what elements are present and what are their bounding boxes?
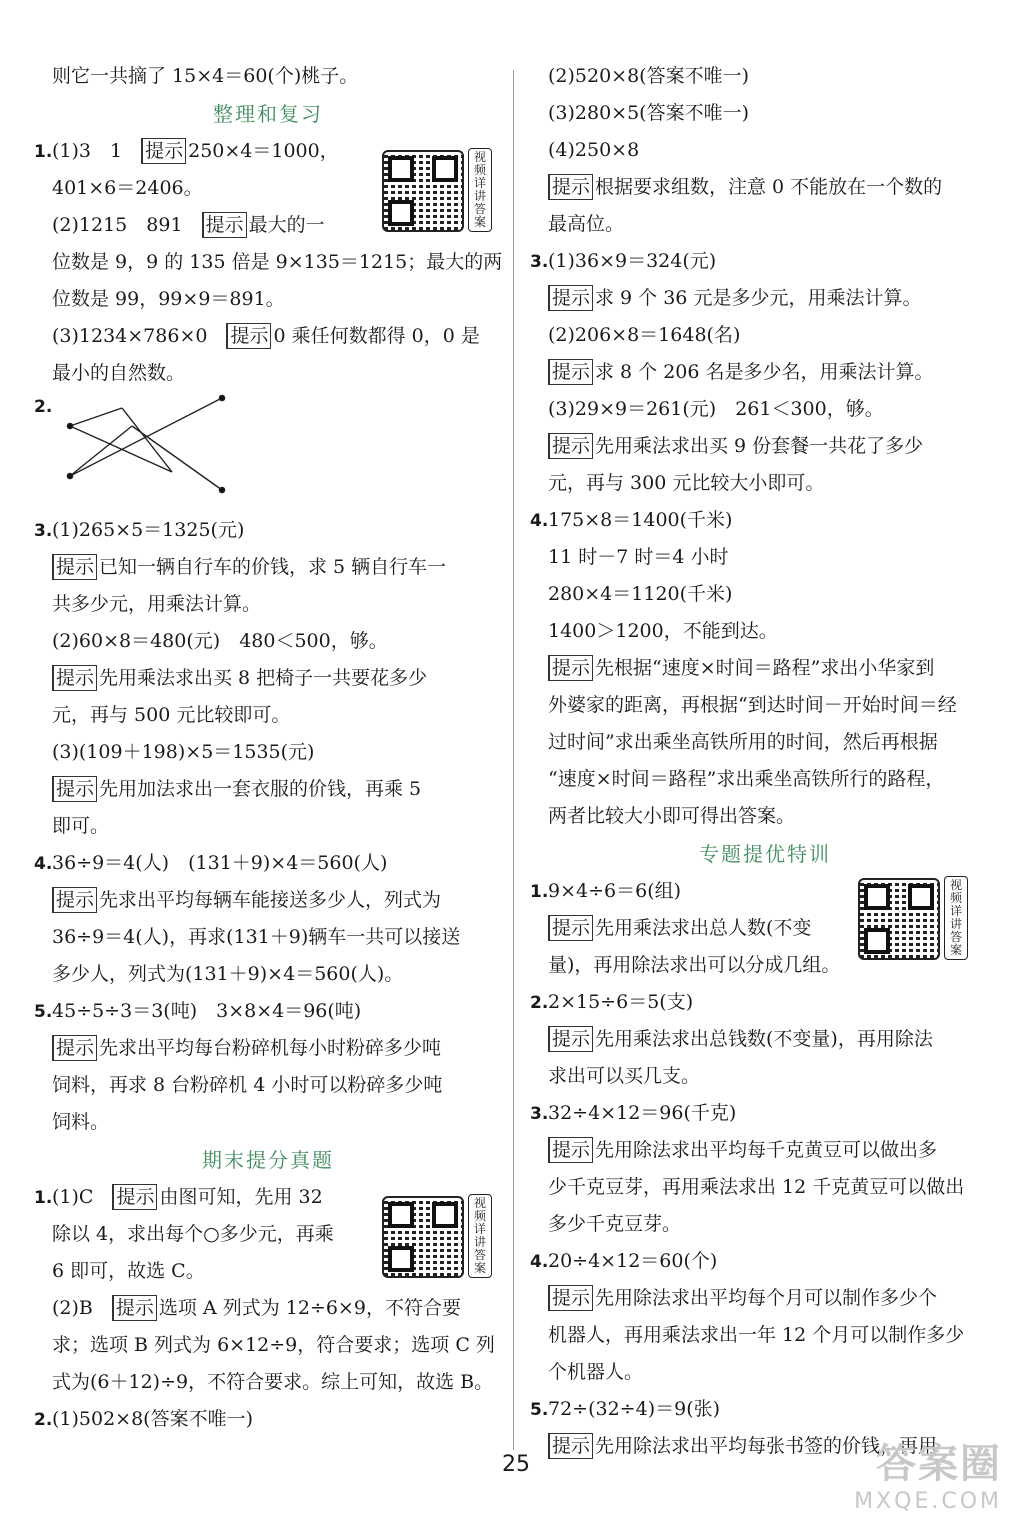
text-line: 401×6＝2406。 <box>52 177 203 199</box>
text-line: 量)，再用除法求出可以分成几组。 <box>548 954 841 976</box>
item-number: 1. <box>34 1188 53 1208</box>
text-line: 多少人，列式为(131＋9)×4＝560(人)。 <box>52 963 404 985</box>
tip-tag: 提示 <box>112 1295 157 1321</box>
qr-code-icon[interactable] <box>382 150 464 232</box>
right-column <box>530 58 1000 1465</box>
tip-tag: 提示 <box>548 655 593 681</box>
training-answer-3-line: 3.32÷4×12＝96(千克) <box>530 1095 1000 1132</box>
section-heading-review: 整理和复习 <box>213 102 323 126</box>
tip-tag: 提示 <box>112 1184 157 1210</box>
answer-4-line: 4.36÷9＝4(人) (131＋9)×4＝560(人) <box>34 845 502 882</box>
item-number: 4. <box>530 1252 549 1272</box>
text-line: 提示 先用除法求出平均每个月可以制作多少个 <box>530 1280 1000 1317</box>
tip-tag: 提示 <box>52 665 97 691</box>
text-line: (4)250×8 <box>548 139 640 161</box>
training-answer-5-line: 5.72÷(32÷4)＝9(张) <box>530 1391 1000 1428</box>
text-line: 式为(6＋12)÷9，不符合要求。综上可知，故选 B。 <box>52 1371 494 1393</box>
text-line: (2)520×8(答案不唯一) <box>548 65 750 87</box>
text-line: 位数是 9，9 的 135 倍是 9×135＝1215；最大的两 <box>52 251 503 273</box>
item-number: 4. <box>34 854 53 874</box>
text-line: 提示 先求出平均每辆车能接送多少人，列式为 <box>34 882 502 919</box>
tip-tag: 提示 <box>548 1137 593 1163</box>
text-line: 元，再与 300 元比较大小即可。 <box>548 472 825 494</box>
exam-answer-1-line: 1.(1)C 提示 由图可知，先用 32 <box>34 1179 502 1216</box>
text-line: 饲料，再求 8 台粉碎机 4 小时可以粉碎多少吨 <box>52 1074 443 1096</box>
item-number: 5. <box>34 1002 53 1022</box>
matching-lines-diagram <box>62 394 262 504</box>
training-answer-4-line: 4.20÷4×12＝60(个) <box>530 1243 1000 1280</box>
text-line: 求；选项 B 列式为 6×12÷9，符合要求；选项 C 列 <box>52 1334 495 1356</box>
answer-3-line: 3.(1)36×9＝324(元) <box>530 243 1000 280</box>
tip-tag: 提示 <box>202 212 247 238</box>
text-line: 280×4＝1120(千米) <box>548 583 733 605</box>
text-line: 外婆家的距离，再根据“到达时间－开始时间＝经 <box>548 694 957 716</box>
text-line: 除以 4，求出每个○多少元，再乘 <box>52 1223 334 1245</box>
text-line: 6 即可，故选 C。 <box>52 1260 205 1282</box>
tip-tag: 提示 <box>548 915 593 941</box>
text-line: (2)206×8＝1648(名) <box>548 324 741 346</box>
text-line: 元，再与 500 元比较即可。 <box>52 704 291 726</box>
tip-tag: 提示 <box>141 138 186 164</box>
answer-2-diagram <box>34 392 502 512</box>
item-number: 2. <box>34 1410 53 1430</box>
text-line: 提示 根据要求组数，注意 0 不能放在一个数的 <box>530 169 1000 206</box>
text-line: 1400＞1200，不能到达。 <box>548 620 778 642</box>
text-line: 36÷9＝4(人)，再求(131＋9)辆车一共可以接送 <box>52 926 461 948</box>
tip-tag: 提示 <box>548 285 593 311</box>
item-number: 2. <box>34 397 53 417</box>
watermark-logo: 答案圈 MXQE.COM <box>854 1441 1002 1514</box>
text-line: 多少千克豆芽。 <box>548 1213 682 1235</box>
text-line: 提示 先用乘法求出买 9 份套餐一共花了多少 <box>530 428 1000 465</box>
text-line: 求出可以买几支。 <box>548 1065 701 1087</box>
text-line: 位数是 99，99×9＝891。 <box>52 288 285 310</box>
text-line: (3)(109＋198)×5＝1535(元) <box>52 741 315 763</box>
tip-tag: 提示 <box>52 1035 97 1061</box>
item-number: 3. <box>530 1104 549 1124</box>
page-number: 25 <box>502 1452 530 1477</box>
text-line: 提示 先用乘法求出买 8 把椅子一共要花多少 <box>34 660 502 697</box>
text-line: 提示 先求出平均每台粉碎机每小时粉碎多少吨 <box>34 1030 502 1067</box>
qr-code-icon[interactable] <box>858 878 940 960</box>
tip-tag: 提示 <box>52 887 97 913</box>
text-line: (2)B 提示 选项 A 列式为 12÷6×9，不符合要 <box>52 1297 461 1319</box>
answer-4-line: 4.175×8＝1400(千米) <box>530 502 1000 539</box>
text-line: 提示 先用乘法求出总钱数(不变量)，再用除法 <box>530 1021 1000 1058</box>
text-line: 饲料。 <box>52 1111 110 1133</box>
tip-tag: 提示 <box>226 323 271 349</box>
qr-code-icon[interactable] <box>382 1196 464 1278</box>
section-heading-final-exam: 期末提分真题 <box>202 1148 334 1172</box>
exam-answer-2-line: 2.(1)502×8(答案不唯一) <box>34 1401 502 1438</box>
qr-caption: 视频详讲答案 <box>944 876 968 960</box>
item-number: 2. <box>530 993 549 1013</box>
section-heading-special-training: 专题提优特训 <box>699 842 831 866</box>
text-line: 提示 先用除法求出平均每张书签的价钱，再用 <box>530 1428 1000 1465</box>
qr-caption: 视频详讲答案 <box>468 1194 492 1278</box>
answer-3-line: 3.(1)265×5＝1325(元) <box>34 512 502 549</box>
item-number: 1. <box>34 142 53 162</box>
text-line: 过时间”求出乘坐高铁所用的时间，然后再根据 <box>548 731 938 753</box>
column-divider <box>513 70 514 1450</box>
text-line: 提示 先用加法求出一套衣服的价钱，再乘 5 <box>34 771 502 808</box>
text-line: 11 时－7 时＝4 小时 <box>548 546 729 568</box>
tip-tag: 提示 <box>548 174 593 200</box>
text-line: 机器人，再用乘法求出一年 12 个月可以制作多少 <box>548 1324 965 1346</box>
text-line: (2)60×8＝480(元) 480＜500，够。 <box>52 630 388 652</box>
text-line: 少千克豆芽，再用乘法求出 12 千克黄豆可以做出 <box>548 1176 965 1198</box>
text-line: 共多少元，用乘法计算。 <box>52 593 262 615</box>
text-line: (2)1215 891 提示 最大的一 <box>52 214 325 236</box>
text-line: 提示 已知一辆自行车的价钱，求 5 辆自行车一 <box>34 549 502 586</box>
item-number: 4. <box>530 511 549 531</box>
tip-tag: 提示 <box>548 1285 593 1311</box>
tip-tag: 提示 <box>52 776 97 802</box>
qr-caption: 视频详讲答案 <box>468 148 492 232</box>
tip-tag: 提示 <box>548 433 593 459</box>
text-line: 个机器人。 <box>548 1361 644 1383</box>
tip-tag: 提示 <box>548 1026 593 1052</box>
tip-tag: 提示 <box>548 1433 593 1459</box>
training-answer-2-line: 2.2×15÷6＝5(支) <box>530 984 1000 1021</box>
text-line: 提示 先用除法求出平均每千克黄豆可以做出多 <box>530 1132 1000 1169</box>
text-line: 两者比较大小即可得出答案。 <box>548 805 796 827</box>
item-number: 5. <box>530 1400 549 1420</box>
text-line: (3)1234×786×0 提示 0 乘任何数都得 0，0 是 <box>52 325 480 347</box>
item-number: 1. <box>530 882 549 902</box>
item-number: 3. <box>34 521 53 541</box>
text-line: 最小的自然数。 <box>52 362 186 384</box>
answer-1-line: 1.(1)3 1 提示 250×4＝1000， <box>34 133 502 170</box>
item-number: 3. <box>530 252 549 272</box>
text-line: (3)29×9＝261(元) 261＜300，够。 <box>548 398 884 420</box>
text-line: 提示 求 9 个 36 元是多少元，用乘法计算。 <box>530 280 1000 317</box>
text-line: (3)280×5(答案不唯一) <box>548 102 750 124</box>
text-line: 则它一共摘了 15×4＝60(个)桃子。 <box>52 65 359 87</box>
text-line: 提示 先根据“速度×时间＝路程”求出小华家到 <box>530 650 1000 687</box>
text-line: “速度×时间＝路程”求出乘坐高铁所行的路程， <box>548 768 945 790</box>
training-answer-1-line: 1.9×4÷6＝6(组) <box>530 873 1000 910</box>
tip-tag: 提示 <box>548 359 593 385</box>
text-line: 最高位。 <box>548 213 625 235</box>
answer-5-line: 5.45÷5÷3＝3(吨) 3×8×4＝96(吨) <box>34 993 502 1030</box>
text-line: 提示 求 8 个 206 名是多少名，用乘法计算。 <box>530 354 1000 391</box>
tip-tag: 提示 <box>52 554 97 580</box>
text-line: 即可。 <box>52 815 110 837</box>
text-line: 提示 先用乘法求出总人数(不变 <box>530 910 1000 947</box>
